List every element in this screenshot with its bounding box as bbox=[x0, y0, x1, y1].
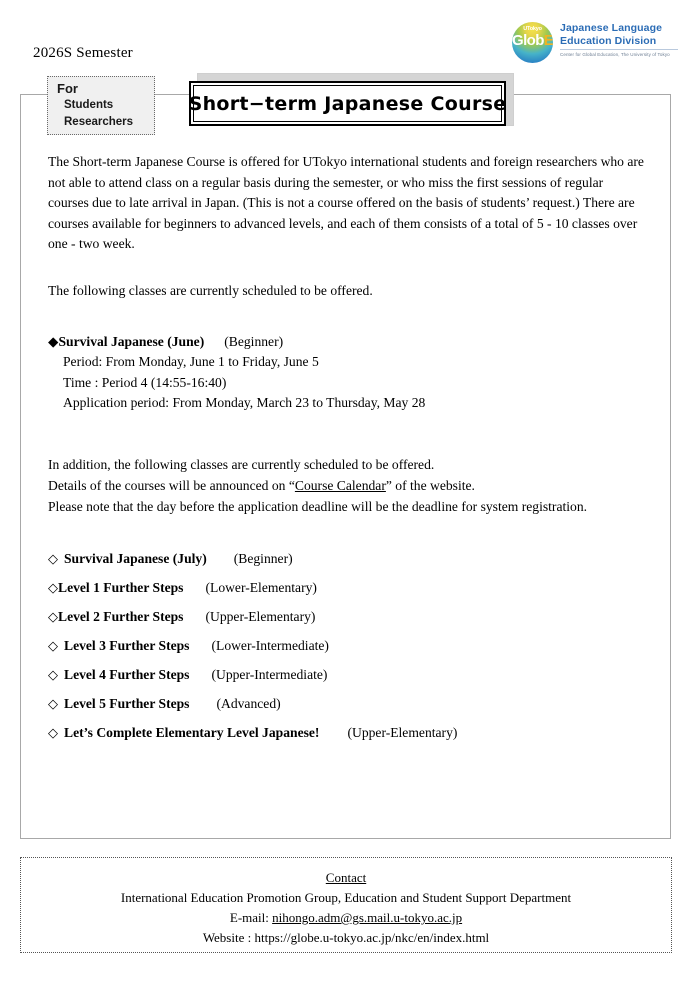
list-item bbox=[48, 573, 646, 602]
list-item bbox=[48, 602, 646, 631]
addition-line-2-post: ” of the website. bbox=[385, 477, 475, 493]
june-course-period: Period: From Monday, June 1 to Friday, June 5 bbox=[63, 354, 319, 369]
addition-line-2-pre: Details of the courses will be announced on “ bbox=[48, 477, 295, 493]
hollow-diamond-icon: ◇ bbox=[48, 579, 58, 595]
course-level: (Beginner) bbox=[233, 550, 293, 566]
document-body bbox=[48, 152, 646, 747]
list-item bbox=[48, 718, 646, 747]
addition-block bbox=[48, 454, 646, 517]
addition-line-1: In addition, the following classes are currently scheduled to be offered. bbox=[48, 456, 435, 472]
logo-utokyo-text: UTokyo bbox=[523, 26, 542, 32]
contact-website-row bbox=[21, 928, 671, 948]
title-box bbox=[189, 81, 506, 126]
june-course-application-period: Application period: From Monday, March 23 to Thursday, May 28 bbox=[63, 395, 426, 410]
audience-box bbox=[47, 76, 155, 135]
contact-website-label: Website : bbox=[202, 930, 255, 945]
contact-website-url[interactable]: https://globe.u-tokyo.ac.jp/nkc/en/index.html bbox=[254, 930, 490, 945]
hollow-diamond-icon: ◇ bbox=[48, 637, 58, 653]
list-item bbox=[48, 660, 646, 689]
filled-diamond-icon: ◆ bbox=[48, 334, 59, 349]
june-course-time: Time : Period 4 (14:55-16:40) bbox=[63, 374, 227, 390]
list-item bbox=[48, 544, 646, 573]
course-level: (Advanced) bbox=[216, 695, 281, 711]
course-level: (Upper-Elementary) bbox=[205, 608, 316, 624]
hollow-diamond-icon: ◇ bbox=[48, 666, 58, 682]
following-classes-line: The following classes are currently scheduled to be offered. bbox=[48, 282, 373, 298]
course-name: Level 4 Further Steps bbox=[64, 666, 190, 682]
course-level: (Lower-Elementary) bbox=[205, 579, 317, 595]
logo-globe-word-main: Glob bbox=[512, 32, 544, 49]
june-course-block bbox=[48, 332, 646, 414]
course-name: Survival Japanese (July) bbox=[64, 550, 207, 566]
course-name: Level 3 Further Steps bbox=[64, 637, 190, 653]
contact-email-label: E-mail: bbox=[229, 910, 273, 925]
june-course-name: Survival Japanese (June) bbox=[58, 334, 205, 349]
logo-globe-wordmark bbox=[512, 33, 553, 49]
audience-label-students: Students bbox=[64, 99, 114, 111]
logo-title-line1: Japanese Language bbox=[560, 22, 663, 34]
course-list bbox=[48, 544, 646, 747]
course-level: (Upper-Intermediate) bbox=[211, 666, 328, 682]
contact-organization: International Education Promotion Group, Education and Student Support Department bbox=[120, 890, 572, 905]
june-course-level: (Beginner) bbox=[224, 334, 284, 349]
semester-label: 2026S Semester bbox=[33, 45, 133, 61]
course-name: Let’s Complete Elementary Level Japanese! bbox=[64, 724, 320, 740]
hollow-diamond-icon: ◇ bbox=[48, 695, 58, 711]
course-name: Level 1 Further Steps bbox=[58, 579, 184, 595]
course-level: (Upper-Elementary) bbox=[347, 724, 458, 740]
addition-line-3: Please note that the day before the application deadline will be the deadline for system registration. bbox=[48, 498, 588, 514]
hollow-diamond-icon: ◇ bbox=[48, 724, 58, 740]
addition-line-2 bbox=[48, 475, 646, 496]
contact-box bbox=[20, 857, 672, 953]
intro-paragraph: The Short-term Japanese Course is offered for UTokyo international students and foreign researchers who are not able to attend class on a regular basis during the semester, or who miss the first sessions of regular courses due to late arrival in Japan. (This is not a course offered on the basis of students’ request.) There are courses available for beginners to advanced levels, and each of them consists of a total of 5 - 10 classes over one - two week. bbox=[48, 154, 644, 251]
globe-icon bbox=[512, 22, 553, 63]
contact-email-row bbox=[21, 908, 671, 928]
contact-heading bbox=[21, 868, 671, 888]
hollow-diamond-icon: ◇ bbox=[48, 550, 58, 566]
logo-globe-word-accent: E bbox=[543, 32, 553, 49]
list-item bbox=[48, 689, 646, 718]
contact-title-text: Contact bbox=[325, 870, 367, 885]
logo-title-line2: Education Division bbox=[560, 34, 657, 47]
course-name: Level 5 Further Steps bbox=[64, 695, 190, 711]
page-title: Short−term Japanese Course bbox=[188, 92, 507, 115]
audience-label-for: For bbox=[57, 81, 78, 96]
globe-logo bbox=[512, 21, 684, 65]
contact-email-link[interactable]: nihongo.adm@gs.mail.u-tokyo.ac.jp bbox=[272, 910, 463, 925]
logo-text-block bbox=[560, 21, 678, 57]
course-level: (Lower-Intermediate) bbox=[211, 637, 329, 653]
list-item bbox=[48, 631, 646, 660]
course-calendar-link[interactable]: Course Calendar bbox=[294, 477, 386, 493]
logo-divider bbox=[560, 49, 678, 50]
logo-tagline: Center for Global Education, The University of Tokyo bbox=[560, 52, 670, 57]
june-course-heading bbox=[48, 332, 646, 352]
course-name: Level 2 Further Steps bbox=[58, 608, 184, 624]
hollow-diamond-icon: ◇ bbox=[48, 608, 58, 624]
audience-label-researchers: Researchers bbox=[64, 116, 134, 128]
